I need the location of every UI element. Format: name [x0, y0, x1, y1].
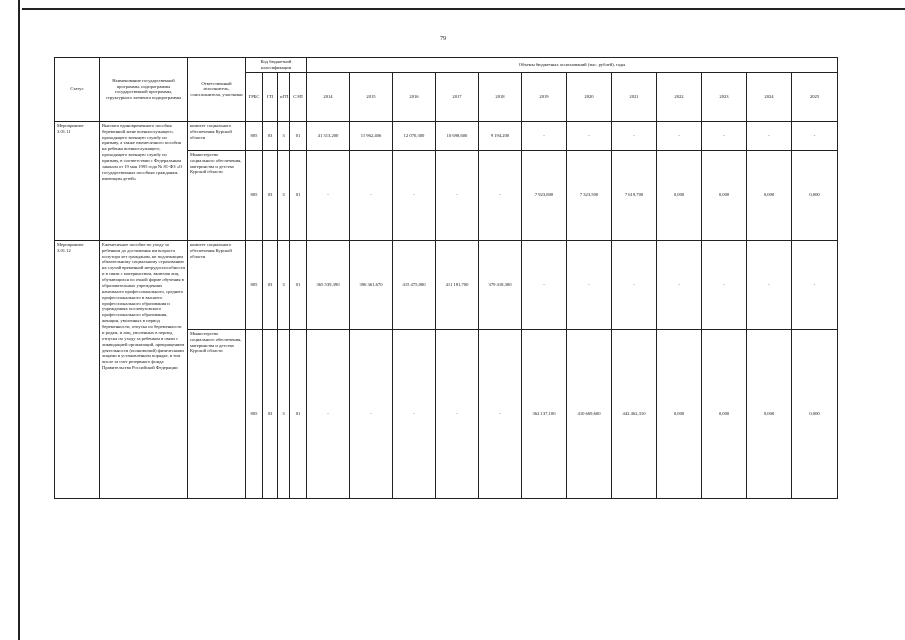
value-2023: - — [702, 240, 747, 329]
value-2021: - — [612, 121, 657, 150]
code-pgp: 3 — [278, 329, 290, 498]
code-pgp: 3 — [278, 150, 290, 240]
value-2016: - — [393, 329, 436, 498]
value-2018: 379 418,300 — [479, 240, 522, 329]
value-2015: - — [350, 150, 393, 240]
header-allocations: Объемы бюджетных ассигнований (тыс. рублей), годы — [307, 58, 838, 73]
value-2024: - — [747, 121, 792, 150]
value-2022: 0,000 — [657, 150, 702, 240]
header-code-sep: СЭП — [290, 72, 307, 121]
value-2021: 7 619,700 — [612, 150, 657, 240]
header-year-2016: 2016 — [393, 72, 436, 121]
value-2025: - — [792, 240, 838, 329]
value-2024: - — [747, 240, 792, 329]
value-2014: 41 313,200 — [307, 121, 350, 150]
code-gp: 03 — [263, 240, 278, 329]
value-2022: 0,000 — [657, 329, 702, 498]
value-2019: 7 923,800 — [522, 150, 567, 240]
code-pgp: 3 — [278, 240, 290, 329]
value-2024: 0,000 — [747, 150, 792, 240]
value-2014: - — [307, 329, 350, 498]
value-2025: - — [792, 121, 838, 150]
header-year-2021: 2021 — [612, 72, 657, 121]
header-year-2023: 2023 — [702, 72, 747, 121]
header-year-2019: 2019 — [522, 72, 567, 121]
value-2017: - — [436, 329, 479, 498]
value-2021: 442 462,310 — [612, 329, 657, 498]
row-status: Мероприятие 3.01.12 — [55, 240, 100, 498]
page-number: 79 — [440, 36, 446, 42]
value-2017: - — [436, 150, 479, 240]
header-year-2015: 2015 — [350, 72, 393, 121]
header-budget-code: Код бюджетной классификации — [246, 58, 307, 73]
budget-allocation-table — [54, 57, 838, 499]
value-2023: - — [702, 121, 747, 150]
value-2022: - — [657, 240, 702, 329]
value-2017: 10 698,600 — [436, 121, 479, 150]
code-grbs: 805 — [246, 240, 263, 329]
row-responsible: комитет социального обеспечения Курской области — [188, 121, 246, 150]
page-left-border — [18, 0, 20, 640]
value-2014: - — [307, 150, 350, 240]
value-2020: 410 669,600 — [567, 329, 612, 498]
value-2019: - — [522, 240, 567, 329]
header-year-2020: 2020 — [567, 72, 612, 121]
value-2019: 362 137,100 — [522, 329, 567, 498]
value-2014: 365 539,390 — [307, 240, 350, 329]
code-sep: 01 — [290, 121, 307, 150]
value-2020: 7 323,500 — [567, 150, 612, 240]
value-2016: - — [393, 150, 436, 240]
header-code-grbs: ГРБС — [246, 72, 263, 121]
code-grbs: 805 — [246, 121, 263, 150]
value-2025: 0,000 — [792, 329, 838, 498]
header-code-pgp: пГП — [278, 72, 290, 121]
table-row — [55, 121, 838, 150]
value-2015: 11 962,406 — [350, 121, 393, 150]
value-2020: - — [567, 121, 612, 150]
value-2017: 411 181,700 — [436, 240, 479, 329]
value-2016: 415 475,080 — [393, 240, 436, 329]
code-grbs: 805 — [246, 329, 263, 498]
header-year-2022: 2022 — [657, 72, 702, 121]
header-code-gp: ГП — [263, 72, 278, 121]
value-2016: 12 070,300 — [393, 121, 436, 150]
value-2023: 0,000 — [702, 150, 747, 240]
code-sep: 01 — [290, 150, 307, 240]
value-2018: - — [479, 329, 522, 498]
value-2021: - — [612, 240, 657, 329]
page-top-border — [22, 0, 905, 10]
row-responsible: Министерство социального обеспечения, материнства и детства Курской области — [188, 150, 246, 240]
value-2024: 0,000 — [747, 329, 792, 498]
value-2018: - — [479, 150, 522, 240]
value-2025: 0,000 — [792, 150, 838, 240]
header-year-2017: 2017 — [436, 72, 479, 121]
row-responsible: Министерство социального обеспечения, материнства и детства Курской области — [188, 329, 246, 498]
code-gp: 03 — [263, 329, 278, 498]
value-2022: - — [657, 121, 702, 150]
header-year-2024: 2024 — [747, 72, 792, 121]
row-program-name: Выплата единовременного пособия беременной жене военнослужащего, проходящего военную службу по призыву, а также ежемесячного пособия на ребенка военнослужащего, проходящего военную службу по призыву, в соответствии с Федеральным законом от 19 мая 1995 года № 81-ФЗ «О государственных пособиях гражданам, имеющим детей» — [100, 121, 188, 240]
code-sep: 01 — [290, 240, 307, 329]
table-row — [55, 240, 838, 329]
header-program-name: Наименование государственной программы, подпрограммы государственной программы, структурного элемента подпрограммы — [100, 58, 188, 122]
code-pgp: 3 — [278, 121, 290, 150]
code-gp: 03 — [263, 150, 278, 240]
row-responsible: комитет социального обеспечения Курской области — [188, 240, 246, 329]
value-2015: - — [350, 329, 393, 498]
value-2019: - — [522, 121, 567, 150]
code-grbs: 805 — [246, 150, 263, 240]
code-gp: 03 — [263, 121, 278, 150]
value-2020: - — [567, 240, 612, 329]
header-year-2018: 2018 — [479, 72, 522, 121]
value-2023: 0,000 — [702, 329, 747, 498]
header-responsible: Ответственный исполнитель, соисполнители, участники — [188, 58, 246, 122]
row-status: Мероприятие 3.01.11 — [55, 121, 100, 240]
header-status: Статус — [55, 58, 100, 122]
row-program-name: Ежемесячное пособие по уходу за ребенком до достижения им возраста полутора лет гражданам, не подлежащим обязательному социальному страхованию на случай временной нетрудоспособности и в связи с материнством, включая лиц, обучающихся по очной форме обучения в образовательных учреждениях начального профессионального, среднего профессионального и высшего профессионального образования и учреждениях послевузовского профессионального образования, женщин, уволенных в период беременности, отпуска по беременности и родам, и лиц, уволенных в период отпуска по уходу за ребенком в связи с ликвидацией организаций, прекращением деятельности (полномочий) физическими лицами в установленном порядке, в том числе за счет резервного фонда Правительства Российской Федерации — [100, 240, 188, 498]
value-2015: 396 361,670 — [350, 240, 393, 329]
value-2018: 9 194,200 — [479, 121, 522, 150]
header-year-2014: 2014 — [307, 72, 350, 121]
header-year-2025: 2025 — [792, 72, 838, 121]
code-sep: 01 — [290, 329, 307, 498]
